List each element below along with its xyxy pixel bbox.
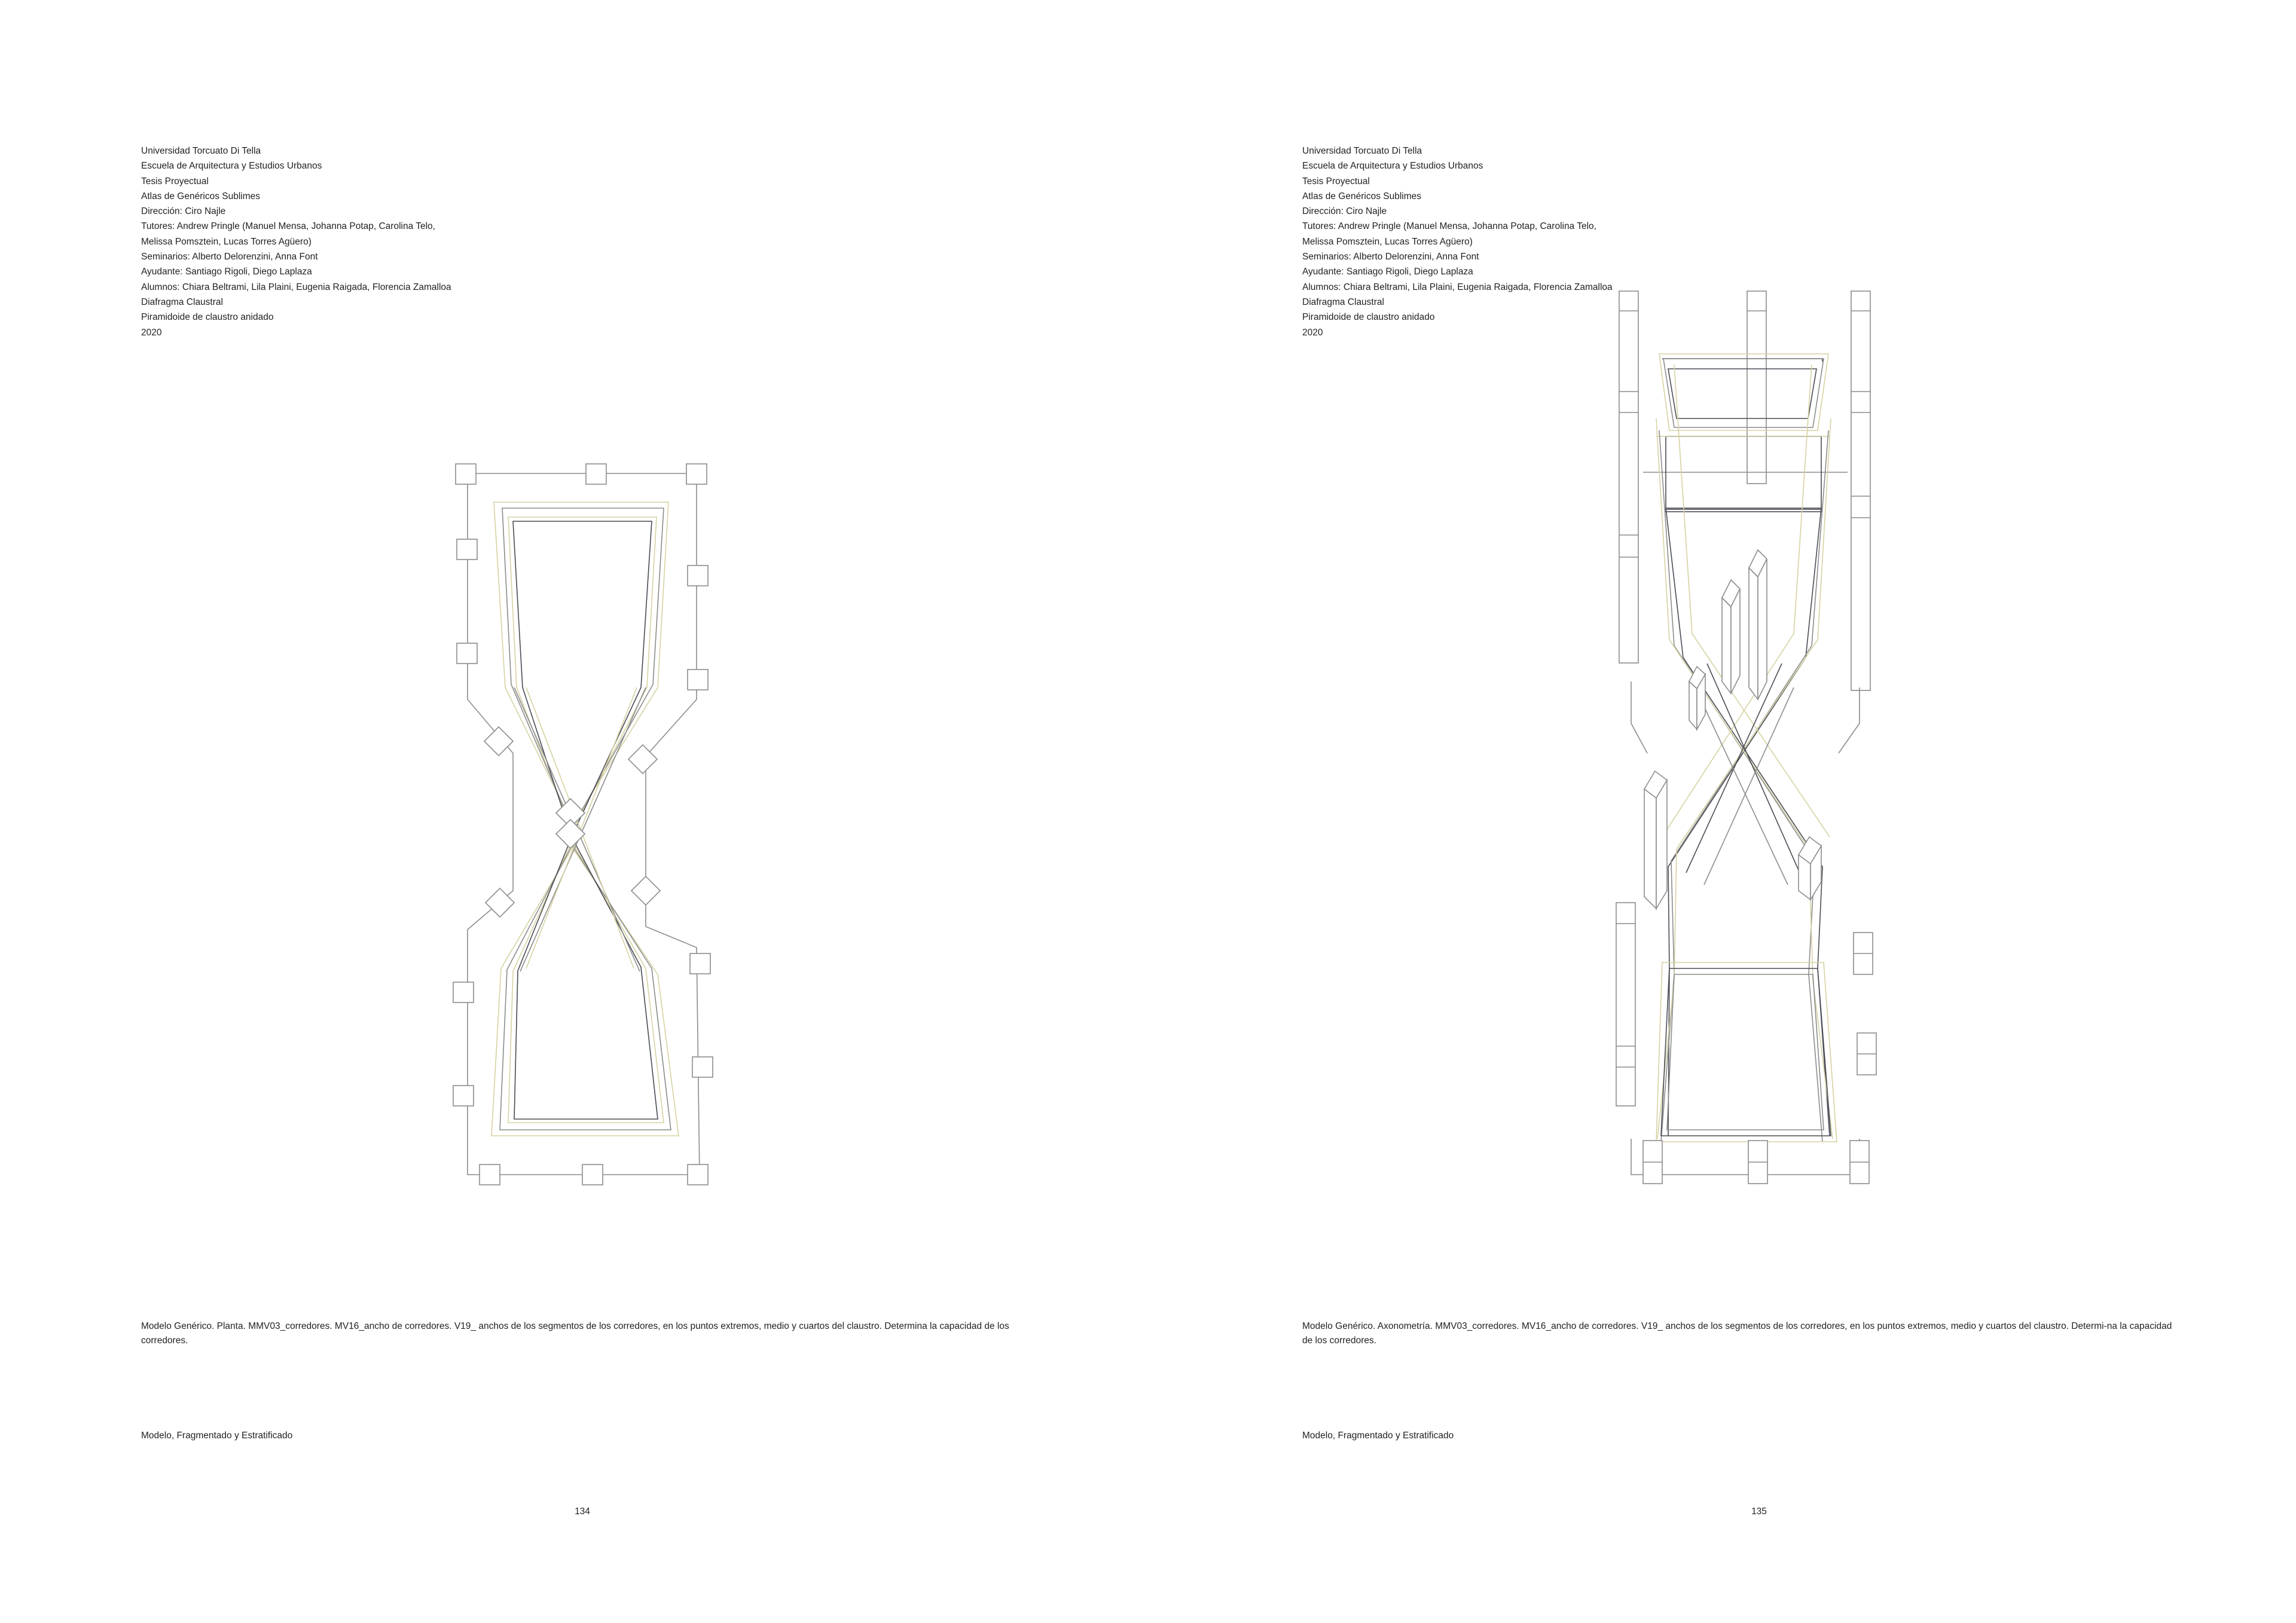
credit-line: Seminarios: Alberto Delorenzini, Anna Font — [1302, 252, 1479, 262]
node-box — [457, 539, 477, 560]
credit-line: Tutores: Andrew Pringle (Manuel Mensa, Johanna Potap, Carolina Telo, — [141, 221, 435, 232]
node-box — [688, 566, 708, 586]
pillar-block — [1689, 681, 1697, 729]
pillar-block — [1731, 589, 1740, 693]
pillar-block — [1749, 568, 1758, 699]
node-box — [688, 1164, 708, 1185]
node-box — [453, 1086, 474, 1106]
credit-line: Tesis Proyectual — [1302, 176, 1370, 187]
credit-line: Seminarios: Alberto Delorenzini, Anna Font — [141, 252, 318, 262]
credit-line: Atlas de Genéricos Sublimes — [1302, 191, 1422, 201]
corridor-inner — [508, 517, 664, 1123]
credit-line: Universidad Torcuato Di Tella — [1302, 146, 1422, 156]
credit-line: Tesis Proyectual — [141, 176, 209, 187]
tower-block — [1747, 291, 1766, 484]
section-name: Modelo, Fragmentado y Estratificado — [1302, 1431, 1454, 1441]
node-box — [631, 876, 660, 905]
node-box — [628, 745, 657, 774]
node-box — [456, 464, 476, 484]
credit-line: Tutores: Andrew Pringle (Manuel Mensa, Johanna Potap, Carolina Telo, — [1302, 221, 1596, 232]
outer-frame — [1631, 1139, 1860, 1175]
cross-line — [1656, 418, 1833, 1139]
node-box — [586, 464, 606, 484]
outer-frame — [1631, 681, 1647, 753]
credit-line: Piramidoide de claustro anidado — [1302, 312, 1435, 323]
node-box — [686, 464, 707, 484]
upper-frame — [1668, 369, 1816, 418]
credit-line: 2020 — [1302, 327, 1323, 338]
node-box — [690, 953, 710, 974]
node-box — [453, 982, 474, 1002]
node-box — [484, 727, 513, 756]
axonometric-drawing — [1148, 0, 2296, 1623]
credit-line: Alumnos: Chiara Beltrami, Lila Plaini, Eugenia Raigada, Florencia Zamalloa — [141, 282, 451, 292]
figure-caption: Modelo Genérico. Planta. MMV03_corredores. MV16_ancho de corredores. V19_ anchos de los segmentos de los corredores, en los puntos extremos, medio y cuartos del claustro. Determina la capacidad de los corredores. — [141, 1321, 1009, 1346]
pillar-block — [1644, 789, 1656, 909]
cross-line — [1659, 430, 1822, 1142]
node-box — [480, 1164, 500, 1185]
credit-line: Ayudante: Santiago Rigoli, Diego Laplaza — [1302, 267, 1473, 277]
credit-line: Escuela de Arquitectura y Estudios Urbanos — [1302, 161, 1483, 172]
credit-line: Ayudante: Santiago Rigoli, Diego Laplaza — [141, 267, 312, 277]
section-name: Modelo, Fragmentado y Estratificado — [141, 1431, 293, 1441]
node-box — [688, 670, 708, 690]
credit-line: 2020 — [141, 327, 162, 338]
credit-line: Atlas de Genéricos Sublimes — [141, 191, 261, 201]
page-number: 135 — [1751, 1506, 1767, 1517]
credit-line: Dirección: Ciro Najle — [1302, 206, 1387, 217]
node-box — [692, 1057, 713, 1077]
node-box — [582, 1164, 603, 1185]
upper-frame — [1666, 509, 1821, 512]
corridor-core — [513, 521, 658, 1119]
credit-line: Diafragma Claustral — [141, 297, 223, 307]
tower-block — [1616, 903, 1635, 1106]
pillar-block — [1656, 780, 1667, 909]
cross-line — [1695, 687, 1788, 885]
credit-line: Diafragma Claustral — [1302, 297, 1384, 307]
node-box — [556, 820, 585, 848]
figure-caption: Modelo Genérico. Axonometría. MMV03_corredores. MV16_ancho de corredores. V19_ anchos de los segmentos de los corredores, en los puntos extremos, medio y cuartos del claustro. Determi-na la capacidad de los corredores. — [1302, 1321, 2172, 1346]
credit-line: Melissa Pomsztein, Lucas Torres Agüero) — [1302, 236, 1473, 247]
tower-block — [1851, 291, 1870, 690]
credit-line: Universidad Torcuato Di Tella — [141, 146, 261, 156]
lower-frame — [1661, 968, 1831, 1136]
node-box — [457, 643, 477, 664]
cross-line — [1707, 664, 1800, 873]
node-box — [486, 888, 514, 917]
outer-frame — [1839, 687, 1860, 753]
cross-line — [1668, 508, 1821, 1136]
credit-line: Escuela de Arquitectura y Estudios Urbanos — [141, 161, 322, 172]
credit-line: Alumnos: Chiara Beltrami, Lila Plaini, Eugenia Raigada, Florencia Zamalloa — [1302, 282, 1613, 292]
page-number: 134 — [575, 1506, 590, 1517]
tower-block — [1619, 291, 1638, 663]
credit-line: Piramidoide de claustro anidado — [141, 312, 274, 323]
lower-frame — [1667, 974, 1824, 1130]
pillar-block — [1722, 598, 1731, 693]
credit-line: Dirección: Ciro Najle — [141, 206, 226, 217]
pillar-block — [1758, 559, 1767, 699]
cross-line — [1657, 418, 1831, 1139]
credit-line: Melissa Pomsztein, Lucas Torres Agüero) — [141, 236, 312, 247]
right-page — [1148, 0, 2296, 1623]
